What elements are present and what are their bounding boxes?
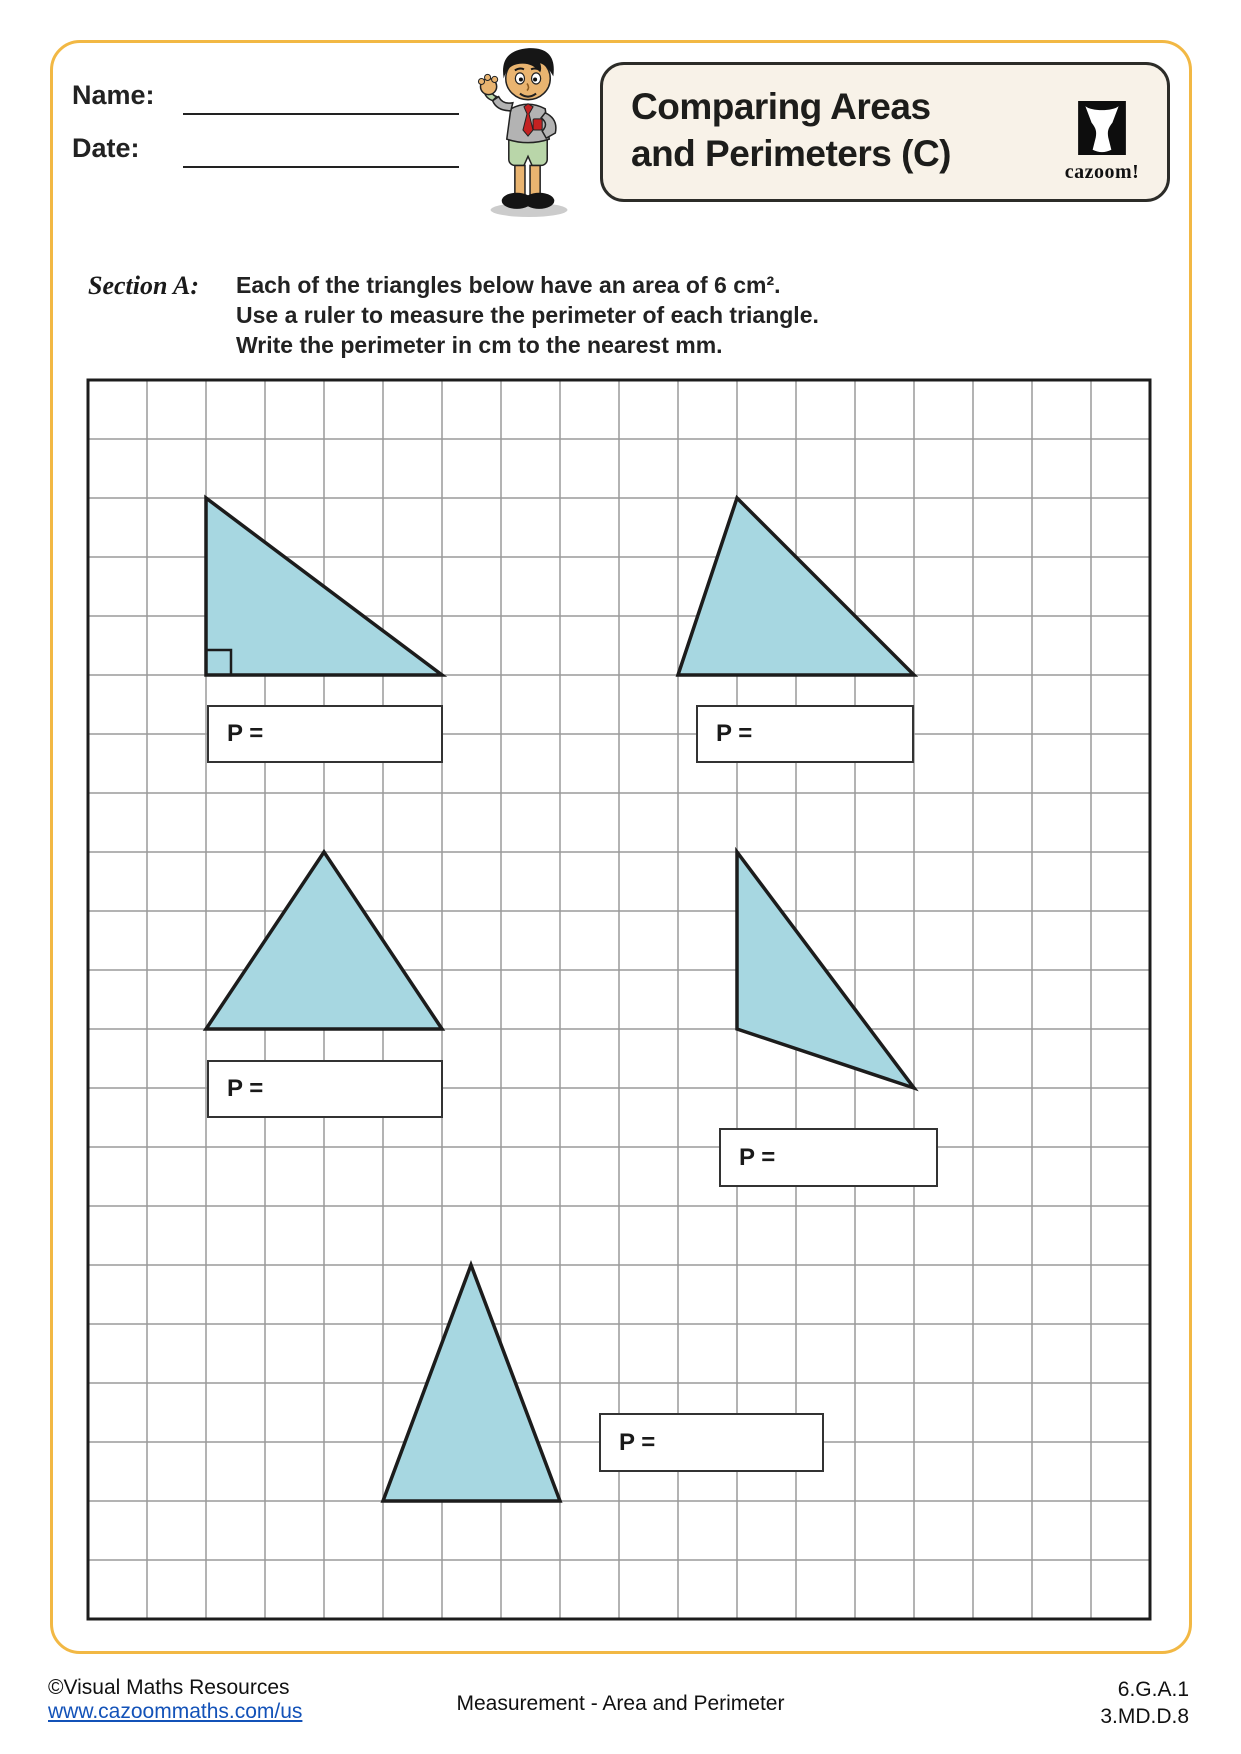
footer-standards	[1100, 1676, 1189, 1730]
isosceles-triangle-middle-left	[206, 852, 442, 1029]
copyright-text: ©Visual Maths Resources	[48, 1676, 290, 1699]
standard-code-1: 6.G.A.1	[1117, 1678, 1189, 1701]
perimeter-answer-box[interactable]	[599, 1413, 824, 1472]
perimeter-answer-box[interactable]	[207, 1060, 443, 1118]
cazoom-logo-text: cazoom!	[1064, 161, 1140, 183]
instruction-line-3: Write the perimeter in cm to the nearest mm.	[236, 332, 723, 358]
perimeter-label: P =	[716, 720, 753, 747]
perimeter-label: P =	[227, 1075, 264, 1102]
perimeter-answer-box[interactable]	[207, 705, 443, 763]
website-link[interactable]: www.cazoommaths.com/us	[48, 1700, 303, 1723]
instruction-line-1: Each of the triangles below have an area of 6 cm².	[236, 272, 781, 298]
date-label: Date:	[72, 133, 140, 163]
title-line-1: Comparing Areas	[631, 86, 931, 127]
perimeter-label: P =	[227, 720, 264, 747]
perimeter-label: P =	[619, 1428, 656, 1456]
instruction-line-2: Use a ruler to measure the perimeter of each triangle.	[236, 302, 819, 328]
section-a-label: Section A:	[88, 271, 199, 300]
footer-topic: Measurement - Area and Perimeter	[456, 1692, 785, 1715]
standard-code-2: 3.MD.D.8	[1100, 1705, 1189, 1728]
perimeter-answer-box[interactable]	[696, 705, 914, 763]
perimeter-label: P =	[739, 1143, 776, 1171]
name-label: Name:	[72, 80, 155, 110]
perimeter-answer-box[interactable]	[719, 1128, 938, 1187]
title-line-2: and Perimeters (C)	[631, 133, 951, 174]
